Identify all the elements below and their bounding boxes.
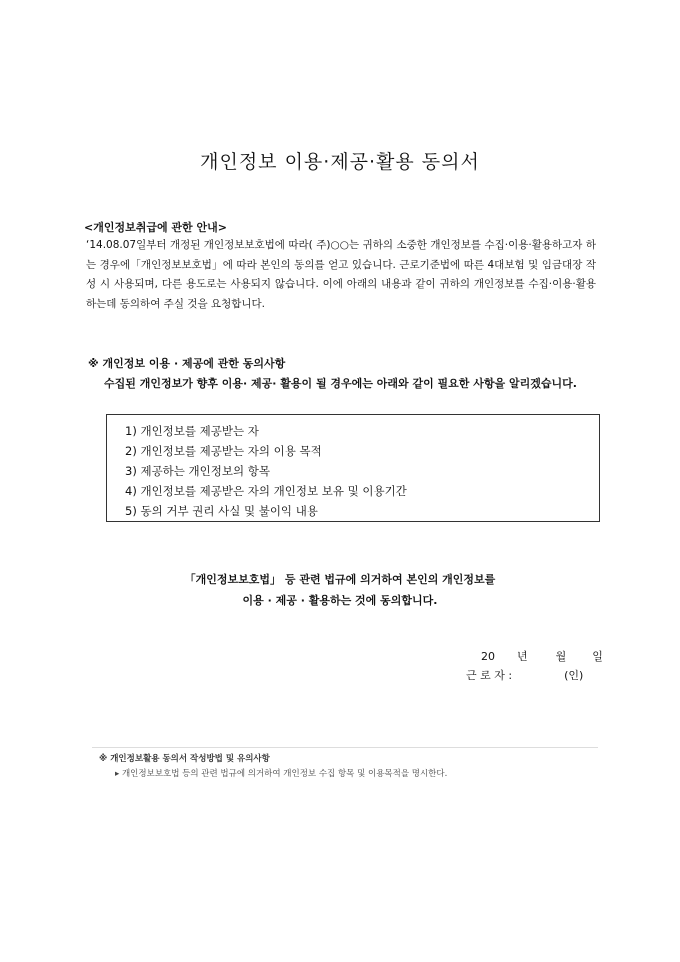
consent-item: 5) 동의 거부 권리 사실 및 불이익 내용 xyxy=(125,504,318,518)
consent-items-box xyxy=(106,414,600,522)
footer-divider xyxy=(92,747,598,748)
footer-title: ※ 개인정보활용 동의서 작성방법 및 유의사항 xyxy=(99,754,270,764)
footer-note: ▸ 개인정보보호법 등의 관련 법규에 의거하여 개인정보 수집 항목 및 이용목적을 명시한다. xyxy=(115,769,448,779)
consent-item: 2) 개인정보를 제공받는 자의 이용 목적 xyxy=(125,444,322,458)
guide-paragraph: ‘14.08.07일부터 개정된 개인정보보호법에 따라( 주)○○는 귀하의 소중한 개인정보를 수집·이용·활용하고자 하는 경우에「개인정보보호법」에 따라 본인의 동의를 얻고 있습니다. 근로기준법에 따른 4대보험 및 임금대장 작성 시 사용되며, 다른 용도로는 사용되지 않습니다. 이에 아래의 내용과 같이 귀하의 개인정보를 수집·이용·활용하는데 동의하여 주실 것을 요청합니다. xyxy=(86,239,596,310)
month-label: 월 xyxy=(555,650,567,663)
agreement-line-1: 「개인정보보호법」 등 관련 법규에 의거하여 본인의 개인정보를 xyxy=(184,573,496,586)
year-prefix: 20 xyxy=(481,650,495,663)
guide-heading: <개인정보취급에 관한 안내> xyxy=(84,221,227,234)
agreement-statement xyxy=(0,569,680,611)
day-label: 일 xyxy=(592,650,603,663)
worker-label: 근 로 자 : xyxy=(466,669,513,682)
year-label: 년 xyxy=(517,650,528,663)
consent-paragraph: 수집된 개인정보가 향후 이용· 제공· 활용이 될 경우에는 아래와 같이 필요한 사항을 알리겠습니다. xyxy=(104,377,577,390)
consent-item: 3) 제공하는 개인정보의 항목 xyxy=(125,464,270,478)
document-title: 개인정보 이용·제공·활용 동의서 xyxy=(200,151,480,173)
agreement-line-2: 이용 · 제공 · 활용하는 것에 동의합니다. xyxy=(242,594,438,607)
consent-item: 1) 개인정보를 제공받는 자 xyxy=(125,424,259,438)
date-row xyxy=(481,648,603,664)
worker-signature-row xyxy=(466,667,583,683)
consent-heading: ※ 개인정보 이용 · 제공에 관한 동의사항 xyxy=(88,357,286,370)
consent-item: 4) 개인정보를 제공받은 자의 개인정보 보유 및 이용기간 xyxy=(125,484,407,498)
seal-label: (인) xyxy=(564,669,584,682)
